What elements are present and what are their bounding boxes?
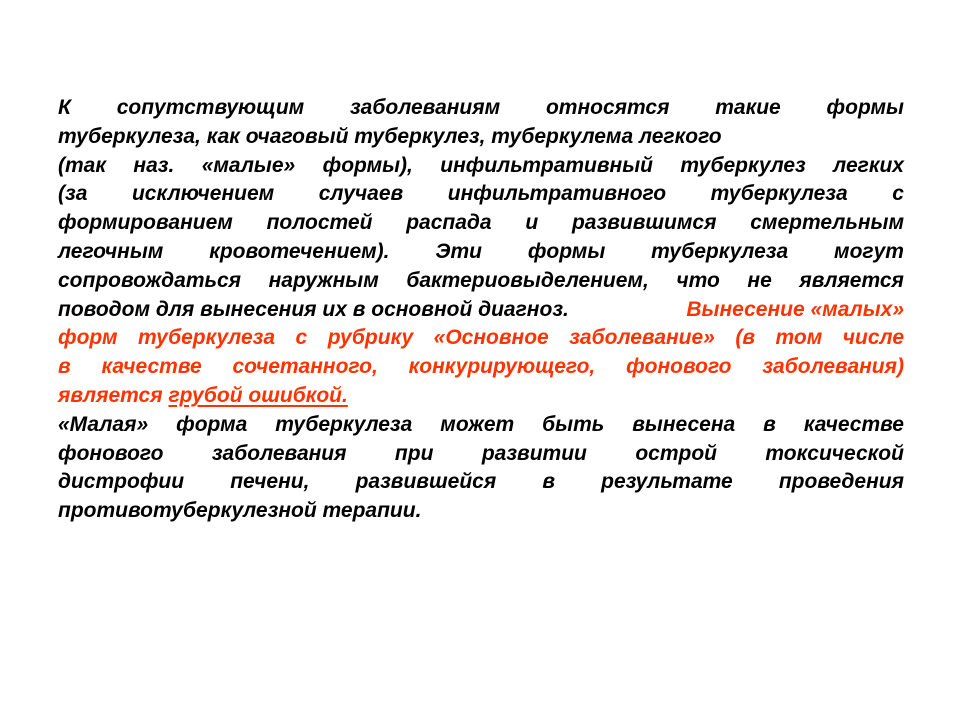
word: сопровождаться: [58, 268, 242, 292]
word: числе: [842, 326, 904, 350]
word: «Малая»: [58, 412, 149, 436]
text-line: [58, 411, 904, 440]
word: инфильтративного: [447, 182, 667, 206]
word: быть: [542, 412, 605, 436]
word: не: [747, 268, 772, 292]
text-line: туберкулеза, как очаговый туберкулез, туберкулема легкого: [58, 124, 722, 148]
word: туберкулеза: [275, 412, 413, 436]
word: наз.: [133, 153, 175, 177]
word: Эти: [435, 239, 482, 263]
word: в: [763, 412, 776, 436]
word: том: [775, 326, 823, 350]
word: проведения: [778, 470, 904, 494]
word: заболевание»: [569, 326, 715, 350]
word: кровотечением).: [209, 239, 390, 263]
word: развившейся: [355, 470, 497, 494]
word: качестве: [803, 412, 904, 436]
word: «малые»: [201, 153, 296, 177]
word: «Основное: [433, 326, 549, 350]
word: распада: [406, 211, 492, 235]
text-line: [58, 152, 904, 181]
word: что: [676, 268, 720, 292]
word: формированием: [58, 211, 233, 235]
text-line: [58, 440, 904, 469]
word: формы: [826, 96, 904, 119]
word: смертельным: [750, 211, 904, 235]
word: формы: [527, 239, 606, 263]
word: является: [799, 268, 904, 292]
highlight-line: [58, 353, 904, 382]
text-line: противотуберкулезной терапии.: [58, 499, 422, 523]
word: печени,: [230, 470, 310, 494]
highlight-segment: Вынесение «малых»: [686, 297, 904, 321]
word: форма: [176, 412, 248, 436]
word: фонового: [58, 441, 164, 465]
word: результате: [601, 470, 733, 494]
text-line: [58, 267, 904, 296]
word: может: [440, 412, 515, 436]
word: в: [542, 470, 556, 494]
word: туберкулеза: [137, 326, 276, 350]
word: исключением: [131, 182, 275, 206]
text-line: [58, 238, 904, 267]
highlight-line: [58, 324, 904, 353]
word: острой: [635, 441, 717, 465]
word: заболеваниям: [349, 96, 501, 119]
word: рубрику: [327, 326, 414, 350]
word: легочным: [58, 239, 164, 263]
word: (за: [58, 182, 88, 206]
word: конкурирующего,: [408, 355, 596, 379]
word: бактериовыделением,: [406, 268, 649, 292]
word: легких: [833, 153, 904, 177]
text-line: [58, 209, 904, 238]
word: инфильтративный: [440, 153, 654, 177]
word: относятся: [545, 96, 670, 119]
word: туберкулез: [680, 153, 806, 177]
word: вынесена: [632, 412, 736, 436]
word: при: [394, 441, 434, 465]
word: (в: [735, 326, 756, 350]
word: развившимся: [571, 211, 717, 235]
word: сочетанного,: [232, 355, 378, 379]
word: заболевания: [211, 441, 347, 465]
word: такие: [715, 96, 781, 119]
highlight-line: [58, 382, 904, 411]
word: в: [58, 355, 71, 379]
word: качестве: [101, 355, 202, 379]
highlight-segment: является: [58, 383, 163, 407]
word: с: [295, 326, 308, 350]
word: фонового: [626, 355, 732, 379]
word: дистрофии: [58, 470, 185, 494]
word: К: [58, 96, 71, 119]
text-segment: поводом для вынесения их в основной диагноз.: [58, 297, 569, 321]
text-line: [58, 468, 904, 497]
word: туберкулеза: [651, 239, 789, 263]
word: развитии: [481, 441, 587, 465]
text-line: [58, 94, 904, 123]
text-line: [58, 180, 904, 209]
word: заболевания): [762, 355, 904, 379]
text-block: [58, 94, 904, 526]
word: форм: [58, 326, 118, 350]
word: сопутствующим: [116, 96, 305, 119]
word: туберкулеза: [710, 182, 848, 206]
word: полостей: [266, 211, 373, 235]
word: и: [525, 211, 539, 235]
text-line-mixed: [58, 296, 904, 325]
word: случаев: [318, 182, 404, 206]
word: формы),: [322, 153, 413, 177]
error-phrase: грубой ошибкой.: [168, 383, 348, 407]
word: с: [892, 182, 904, 206]
word: могут: [834, 239, 904, 263]
word: (так: [58, 153, 106, 177]
word: наружным: [268, 268, 379, 292]
word: токсической: [765, 441, 904, 465]
